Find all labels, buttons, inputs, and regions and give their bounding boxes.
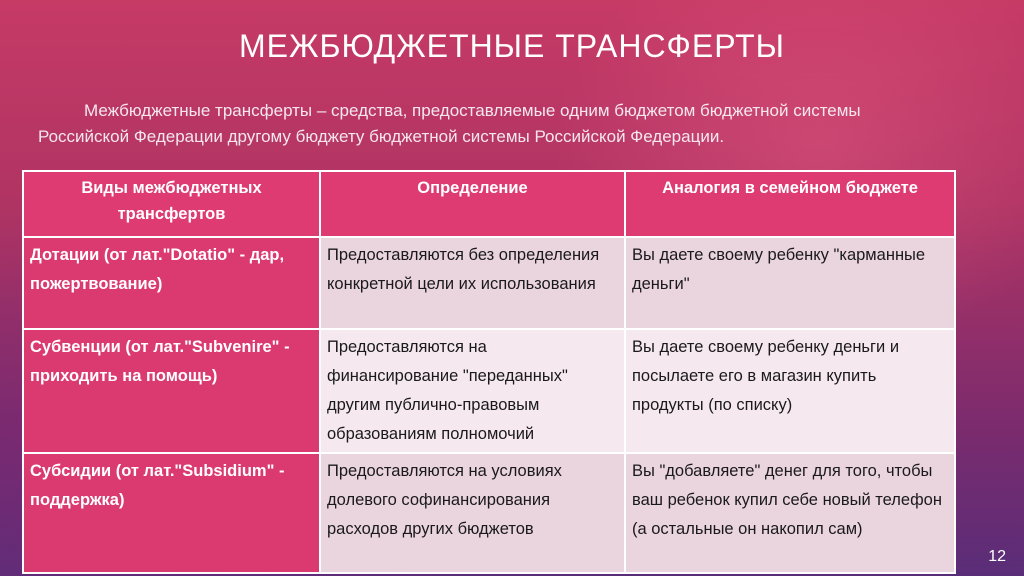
slide-title: МЕЖБЮДЖЕТНЫЕ ТРАНСФЕРТЫ — [238, 28, 785, 64]
table-header-row — [23, 171, 955, 237]
table-row — [23, 237, 955, 329]
intro-line-2: Российской Федерации другому бюджету бюджетной системы Российской Федерации. — [38, 127, 725, 146]
transfer-type-cell: Дотации (от лат."Dotatio" - дар, пожертвование) — [23, 237, 320, 329]
transfer-type-cell: Субвенции (от лат."Subvenire" - приходить на помощь) — [23, 329, 320, 453]
intro-paragraph — [38, 98, 998, 150]
definition-cell: Предоставляются без определения конкретной цели их использования — [320, 237, 625, 329]
header-definition: Определение — [320, 171, 625, 237]
intro-line-1: Межбюджетные трансферты – средства, предоставляемые одним бюджетом бюджетной системы — [84, 101, 861, 120]
table-row — [23, 453, 955, 573]
analogy-cell: Вы "добавляете" денег для того, чтобы ваш ребенок купил себе новый телефон (а остальные он накопил сам) — [625, 453, 955, 573]
definition-cell: Предоставляются на условиях долевого софинансирования расходов других бюджетов — [320, 453, 625, 573]
transfers-table — [22, 170, 956, 574]
header-types: Виды межбюджетных трансфертов — [23, 171, 320, 237]
definition-cell: Предоставляются на финансирование "переданных" другим публично-правовым образованиям полномочий — [320, 329, 625, 453]
page-number: 12 — [988, 548, 1006, 565]
table-row — [23, 329, 955, 453]
analogy-cell: Вы даете своему ребенку "карманные деньги" — [625, 237, 955, 329]
header-analogy: Аналогия в семейном бюджете — [625, 171, 955, 237]
transfer-type-cell: Субсидии (от лат."Subsidium" - поддержка) — [23, 453, 320, 573]
analogy-cell: Вы даете своему ребенку деньги и посылаете его в магазин купить продукты (по списку) — [625, 329, 955, 453]
